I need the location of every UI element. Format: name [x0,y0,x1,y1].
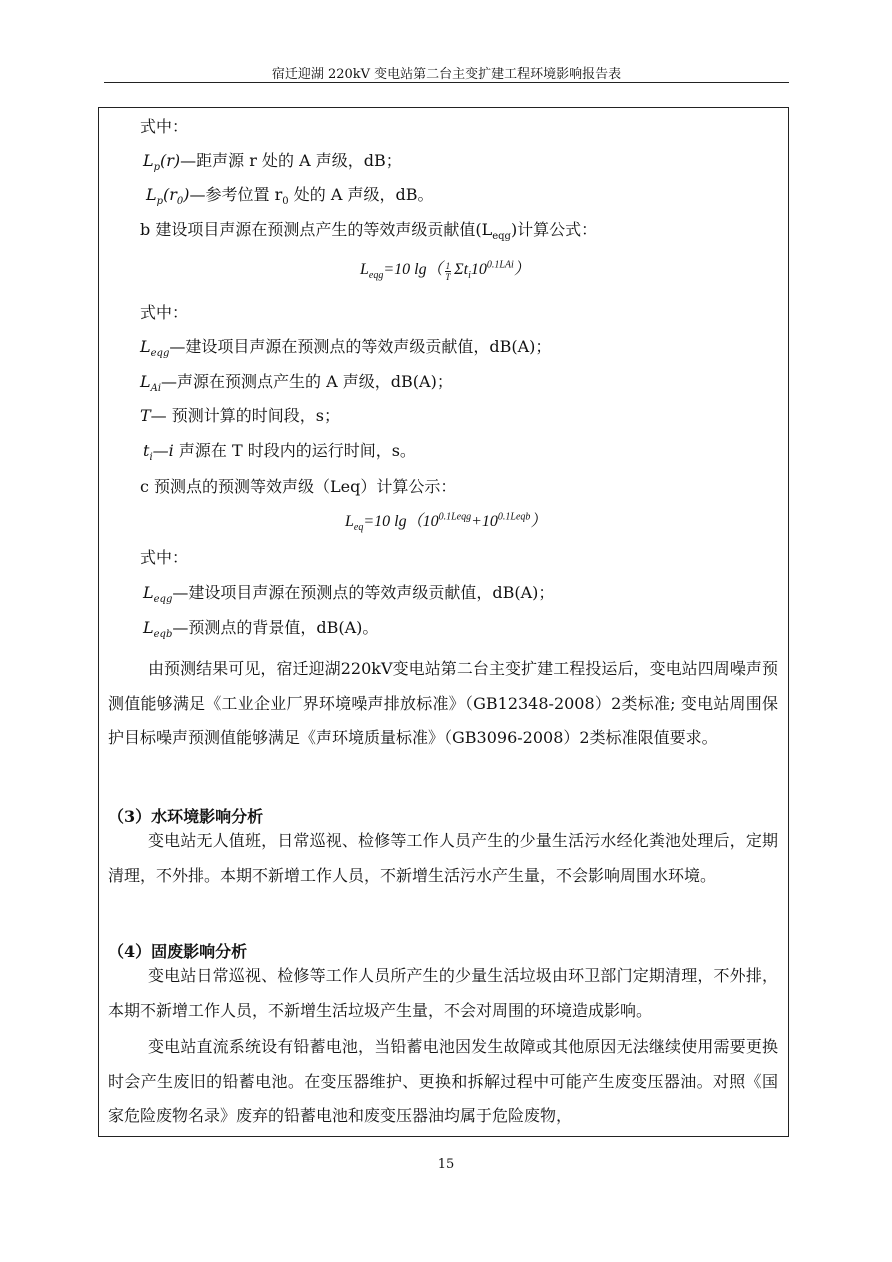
paragraph-waste-1: 变电站日常巡视、检修等工作人员所产生的少量生活垃圾由环卫部门定期清理，不外排，本期不新增工作人员，不新增生活垃圾产生量，不会对周围的环境造成影响。 [108,966,778,1020]
def-leqg: $L_{eqg}—$建设项目声源在预测点的等效声级贡献值，dB(A)； [140,337,552,360]
item-c-text: c 预测点的预测等效声级（Leq）计算公示： [140,477,457,496]
def-t: T— 预测计算的时间段，s； [140,406,340,425]
def-ti: $t_i—i$ 声源在 T 时段内的运行时间，s。 [143,441,416,464]
paragraph-waste-2: 变电站直流系统设有铅蓄电池，当铅蓄电池因发生故障或其他原因无法继续使用需要更换时会产生废旧的铅蓄电池。在变压器维护、更换和拆解过程中可能产生废变压器油。对照《国家危险废物名录》废弃的铅蓄电池和废变压器油均属于危险废物， [108,1037,778,1125]
running-header: 宿迁迎湖 220kV 变电站第二台主变扩建工程环境影响报告表 [271,67,622,82]
header-rule [104,82,789,83]
shizhong-label: 式中： [140,303,189,322]
paragraph-water: 变电站无人值班，日常巡视、检修等工作人员产生的少量生活污水经化粪池处理后，定期清理，不外排。本期不新增工作人员，不新增生活污水产生量，不会影响周围水环境。 [108,831,778,885]
formula-leqg: $L_{eqg}=10$ lg（ $\frac{1}{T}$ $\Sigma t_i10^{0.1LAi}$） [360,259,530,282]
shizhong-label: 式中： [140,117,189,136]
def-lai: $L_{Ai}—$声源在预测点产生的 A 声级，dB(A)； [140,372,453,395]
section-heading-waste: （4）固废影响分析 [108,942,248,961]
formula-leq: $L_{eq}=10$ $\lg(10^{0.1Leqg}+10^{0.1Leqb})$ [345,511,547,534]
shizhong-label: 式中： [140,548,189,567]
def-leqb: $L_{eqb}—$预测点的背景值，dB(A)。 [143,618,379,641]
section-heading-water: （3）水环境影响分析 [108,807,264,826]
fraction-1-over-t: $\frac{1}{T}$ [445,261,451,282]
item-b-text: b 建设项目声源在预测点产生的等效声级贡献值$(L_{eqg})$计算公式： [140,220,598,243]
def-lp-r0: $L_p(r_0)—$参考位置 $r_0$ 处的 A 声级，dB。 [146,185,434,208]
def-leqg-2: $L_{eqg}—$建设项目声源在预测点的等效声级贡献值，dB(A)； [143,583,555,606]
def-lp-r: $L_p(r)—$距声源 r 处的 A 声级，dB； [143,151,402,174]
paragraph-result: 由预测结果可见，宿迁迎湖220kV变电站第二台主变扩建工程投运后，变电站四周噪声预测值能够满足《工业企业厂界环境噪声排放标准》（GB12348-2008）2类标准; 变电站周围保护目标噪声预测值能够满足《声环境质量标准》（GB3096-2008）2类标准限值要求。 [108,659,778,747]
page-number: 15 [437,1157,455,1172]
